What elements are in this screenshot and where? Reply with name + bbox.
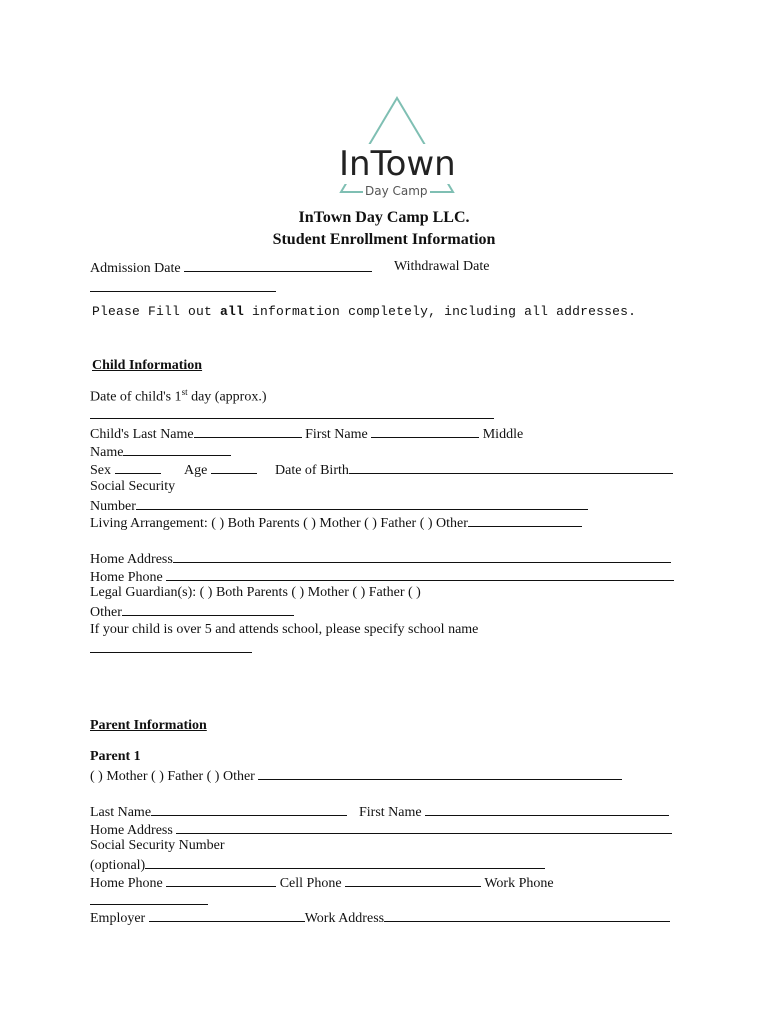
camp-logo: [325, 92, 465, 204]
child-sex-row: [90, 461, 161, 479]
parent-home-phone-label: Home Phone: [90, 876, 163, 891]
child-home-address-label: Home Address: [90, 552, 173, 567]
child-sex-label: Sex: [90, 463, 111, 478]
instructions-emphasis: all: [220, 304, 245, 319]
admission-row: [90, 259, 372, 277]
child-middle-label: Middle: [482, 427, 524, 442]
parent-relation-options[interactable]: ( ) Mother ( ) Father ( ) Other: [90, 769, 255, 784]
parent-employer-label: Employer: [90, 911, 146, 926]
parent-employer-row: [90, 909, 670, 927]
parent-home-address-row: [90, 821, 672, 839]
child-home-address-field[interactable]: [173, 550, 671, 563]
school-label: If your child is over 5 and attends school, please specify school name: [90, 622, 479, 637]
school-name-field[interactable]: [90, 640, 252, 653]
child-age-label: Age: [184, 463, 208, 478]
parent-cell-phone-label: Cell Phone: [279, 876, 342, 891]
parent-ssn-label-2: (optional): [90, 858, 146, 873]
child-middle-name-row: [90, 443, 231, 461]
child-first-name-field[interactable]: [371, 425, 479, 438]
guardian-other-row: [90, 603, 294, 621]
parent-ssn-field[interactable]: [145, 856, 545, 869]
guardian-other-label: Other: [90, 605, 122, 620]
living-other-field[interactable]: [468, 514, 582, 527]
first-day-field[interactable]: [90, 406, 494, 419]
parent-home-address-label: Home Address: [90, 823, 173, 838]
child-home-phone-row: [90, 568, 674, 586]
child-ssn-label-2: Number: [90, 499, 136, 514]
logo-subword: Day Camp: [365, 184, 428, 198]
child-age-field[interactable]: [211, 461, 257, 474]
child-middle-name-field[interactable]: [123, 443, 231, 456]
withdrawal-date-label: Withdrawal Date: [394, 259, 490, 274]
first-day-text-end: day (approx.): [187, 389, 267, 405]
child-ssn-row: [90, 497, 588, 515]
parent-ssn-row: [90, 856, 545, 874]
parent-first-name-field[interactable]: [425, 803, 669, 816]
parent-first-name-row: [359, 803, 669, 821]
parent-last-name-row: [90, 803, 347, 821]
first-day-label: [90, 387, 267, 406]
child-dob-label: Date of Birth: [275, 463, 349, 478]
parent-relation-row: [90, 767, 622, 785]
child-home-phone-field[interactable]: [166, 568, 674, 581]
instructions-text: Please Fill out: [92, 304, 221, 319]
form-title: Student Enrollment Information: [272, 231, 496, 248]
legal-guardians-options[interactable]: Legal Guardian(s): ( ) Both Parents ( ) Mother ( ) Father ( ): [90, 585, 421, 600]
instructions-text-end: information completely, including all addresses.: [244, 304, 637, 319]
child-ssn-label: Social Security: [90, 479, 176, 494]
parent-first-name-label: First Name: [359, 805, 422, 820]
parent-employer-field[interactable]: [149, 909, 305, 922]
child-name-row: [90, 425, 523, 443]
child-dob-field[interactable]: [349, 461, 673, 474]
child-middle-name-label: Name: [90, 445, 124, 460]
child-age-row: [184, 461, 257, 479]
withdrawal-date-field-wrap: [90, 279, 276, 297]
company-name: InTown Day Camp LLC.: [298, 209, 470, 226]
living-arrangement-options[interactable]: Living Arrangement: ( ) Both Parents ( ) Mother ( ) Father ( ) Other: [90, 516, 468, 531]
parent-home-phone-field[interactable]: [166, 874, 276, 887]
child-dob-row: [275, 461, 673, 479]
child-first-name-label: First Name: [305, 427, 368, 442]
child-home-phone-label: Home Phone: [90, 570, 163, 585]
child-last-name-label: Child's Last Name: [90, 427, 194, 442]
parent-home-address-field[interactable]: [176, 821, 672, 834]
child-home-address-row: [90, 550, 671, 568]
parent-work-phone-field[interactable]: [90, 892, 208, 905]
parent-relation-other-field[interactable]: [258, 767, 622, 780]
child-ssn-field[interactable]: [136, 497, 588, 510]
guardian-other-field[interactable]: [122, 603, 294, 616]
child-info-heading: Child Information: [92, 358, 203, 373]
parent-last-name-label: Last Name: [90, 805, 152, 820]
admission-date-field[interactable]: [184, 259, 372, 272]
withdrawal-date-field[interactable]: [90, 279, 276, 292]
living-arrangement-row: [90, 514, 582, 532]
parent-work-phone-label: Work Phone: [484, 876, 554, 891]
parent-info-heading: Parent Information: [90, 718, 207, 733]
parent-work-address-field[interactable]: [384, 909, 670, 922]
parent-1-heading: Parent 1: [90, 749, 141, 764]
instructions: [92, 304, 636, 319]
parent-last-name-field[interactable]: [151, 803, 347, 816]
first-day-text: Date of child's 1: [90, 389, 182, 405]
admission-date-label: Admission Date: [90, 261, 181, 276]
logo-wordmark: InTown: [339, 144, 456, 184]
child-last-name-field[interactable]: [194, 425, 302, 438]
parent-cell-phone-field[interactable]: [345, 874, 481, 887]
first-day-sup: st: [181, 387, 188, 397]
child-sex-field[interactable]: [115, 461, 161, 474]
parent-ssn-label: Social Security Number: [90, 838, 225, 853]
parent-phones-row: [90, 874, 554, 892]
parent-work-address-label: Work Address: [304, 911, 385, 926]
